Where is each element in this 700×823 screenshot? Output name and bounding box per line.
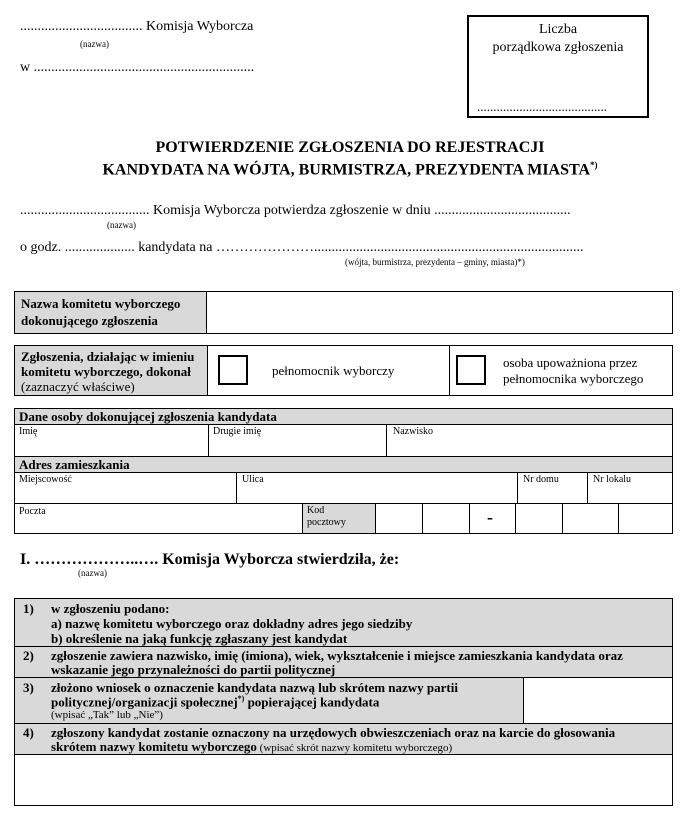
person-data-box — [14, 408, 673, 534]
finding-4-number: 4) — [23, 725, 34, 740]
document-title-text: KANDYDATA NA WÓJTA, BURMISTRZA, PREZYDENTA MIASTA — [102, 161, 591, 179]
acting-label-hint: (zaznaczyć właściwe) — [21, 379, 135, 394]
confirm-line-2: o godz. .................... kandydata na …………………............................................................................. — [20, 240, 584, 255]
finding-1a-text: a) nazwę komitetu wyborczego oraz dokładny adres jego siedziby — [51, 616, 413, 631]
finding-3-answer-field[interactable] — [524, 678, 672, 724]
finding-row-4 — [15, 724, 672, 755]
finding-4-text-2-bold: skrótem nazwy komitetu wyborczego — [51, 739, 257, 754]
submission-number-box — [467, 15, 649, 118]
finding-3-footnote-mark: *) — [237, 694, 245, 703]
finding-1b-text: b) określenie na jaką funkcję zgłaszany jest kandydat — [51, 631, 348, 646]
committee-box — [14, 291, 673, 334]
finding-3-hint: (wpisać „Tak” lub „Nie”) — [51, 709, 163, 721]
finding-row-1 — [15, 599, 672, 647]
acting-label-cell — [15, 346, 208, 395]
committee-name-hint: (nazwa) — [80, 39, 109, 49]
section-1-title: I. ………………..…. Komisja Wyborcza stwierdziła, że: — [20, 551, 400, 568]
acting-box — [14, 345, 673, 396]
finding-1-text: w zgłoszeniu podano: — [51, 601, 170, 616]
acting-label-1: Zgłoszenia, działając w imieniu — [21, 349, 195, 364]
committee-name-field[interactable] — [207, 292, 672, 333]
submission-number-field[interactable]: ........................................ — [477, 99, 607, 114]
postcode-dash: - — [487, 507, 493, 527]
finding-3-number: 3) — [23, 680, 34, 695]
authorized-person-checkbox[interactable] — [456, 355, 486, 385]
committee-label-2: dokonującego zgłoszenia — [21, 313, 158, 328]
proxy-checkbox[interactable] — [218, 355, 248, 385]
postcode-label-2: pocztowy — [307, 517, 346, 528]
finding-3-text-1: złożono wniosek o oznaczenie kandydata nazwą lub skrótem nazwy partii — [51, 680, 458, 695]
surname-label: Nazwisko — [393, 426, 433, 437]
office-hint: (wójta, burmistrza, prezydenta – gminy, miasta)*) — [345, 257, 525, 267]
submission-number-label-1: Liczba — [538, 22, 578, 37]
section-1-name-hint: (nazwa) — [78, 568, 107, 578]
submission-number-label-2: porządkowa zgłoszenia — [492, 40, 624, 55]
committee-label-1: Nazwa komitetu wyborczego — [21, 296, 181, 311]
title-footnote-mark: *) — [590, 160, 598, 170]
proxy-option-label: pełnomocnik wyborczy — [272, 363, 395, 378]
post-office-label: Poczta — [19, 506, 46, 517]
document-title-line-1: POTWIERDZENIE ZGŁOSZENIA DO REJESTRACJI — [155, 139, 545, 156]
address-header: Adres zamieszkania — [19, 457, 130, 472]
findings-table — [14, 598, 673, 806]
finding-2-number: 2) — [23, 648, 34, 663]
finding-2-text-1: zgłoszenie zawiera nazwisko, imię (imiona), wiek, wykształcenie i miejsce zamieszkania kandydata oraz — [51, 648, 623, 663]
city-label: Miejscowość — [19, 474, 72, 485]
location-line: w ............................................................... — [20, 60, 255, 75]
finding-row-2 — [15, 647, 672, 678]
second-name-label: Drugie imię — [213, 426, 262, 437]
finding-4-text-1: zgłoszony kandydat zostanie oznaczony na urzędowych obwieszczeniach oraz na karcie do głosowania — [51, 725, 616, 740]
finding-3-text-2 — [51, 694, 379, 710]
house-number-label: Nr domu — [523, 474, 559, 485]
postcode-label-cell — [303, 504, 376, 533]
address-header-cell — [15, 456, 672, 473]
postcode-label-1: Kod — [307, 505, 325, 516]
committee-name-line: ................................... Komisja Wyborcza — [20, 19, 254, 34]
person-header-cell — [15, 409, 672, 425]
authorized-option-label-2: pełnomocnika wyborczego — [503, 371, 644, 386]
confirm-name-hint: (nazwa) — [107, 220, 136, 230]
confirm-line-1: ..................................... Komisja Wyborcza potwierdza zgłoszenie w dniu ....................................... — [20, 203, 571, 218]
person-header: Dane osoby dokonującej zgłoszenia kandydata — [19, 409, 277, 424]
finding-2-text-2: wskazanie jego przynależności do partii politycznej — [51, 662, 336, 677]
finding-3-text-2b: popierającej kandydata — [244, 694, 380, 710]
finding-3-text-2a: politycznej/organizacji społecznej — [51, 694, 238, 710]
street-label: Ulica — [242, 474, 264, 485]
first-name-label: Imię — [19, 426, 38, 437]
flat-number-label: Nr lokalu — [593, 474, 632, 485]
finding-row-3 — [15, 678, 524, 724]
acting-label-2: komitetu wyborczego, dokonał — [21, 364, 191, 379]
finding-4-hint: (wpisać skrót nazwy komitetu wyborczego) — [256, 742, 453, 754]
document-title-line-2 — [0, 160, 700, 179]
finding-1-number: 1) — [23, 601, 34, 616]
finding-4-text-2 — [51, 739, 452, 755]
authorized-option-label-1: osoba upoważniona przez — [503, 355, 638, 370]
acting-divider — [449, 346, 450, 395]
committee-label-cell — [15, 292, 207, 333]
finding-4-answer-field[interactable] — [15, 755, 672, 805]
